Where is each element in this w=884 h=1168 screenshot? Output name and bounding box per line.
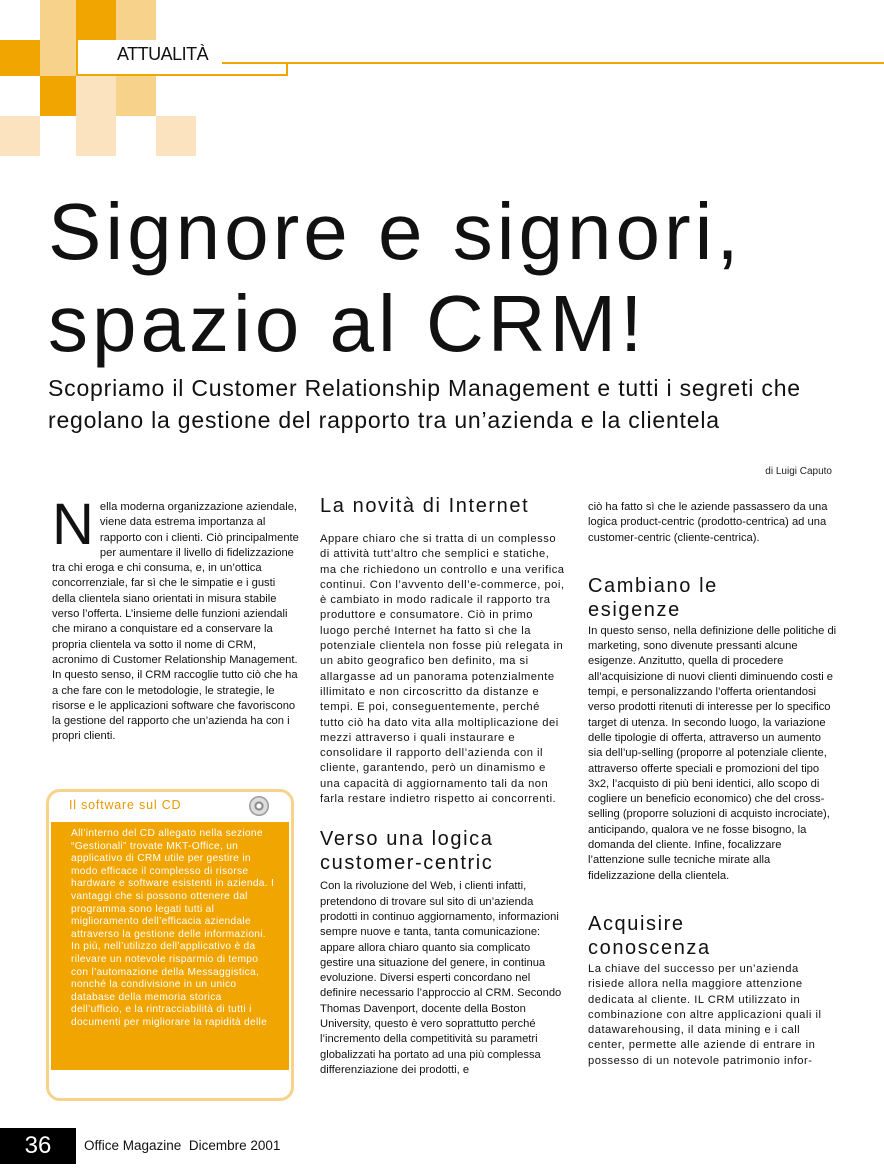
section-paragraph: La chiave del successo per un’azienda risiede allora nella maggiore attenzione dedicata al cliente. IL CRM utilizzato in combinazione con altre applicazioni quali il datawarehousing, il data mining e i call center, permette alle aziende di entrare in possesso di un notevole patrimonio infor- [588, 962, 822, 1067]
section-label: ATTUALITÀ [117, 44, 209, 64]
decor-square [40, 0, 76, 40]
section-heading: Cambiano le esigenze [588, 574, 718, 621]
byline: di Luigi Caputo [765, 466, 832, 477]
decor-square [0, 116, 40, 156]
decor-square [76, 76, 116, 116]
section-paragraph: Con la rivoluzione del Web, i clienti infatti, pretendono di trovare sul sito di un’azienda prodotti in continuo aggiornamento, informazioni sempre nuove e tanta, tanta comunicazione: appare allora chiaro quanto sia complicato gestire una situazione del genere, in continua evoluzione. Diversi esperti concordano nel definire necessario l’approccio al CRM. Secondo Thomas Davenport, docente della Boston University, questo è vero soprattutto perché l’incremento della competitività su parametri globalizzati ha portato ad una più complessa differenziazione dei prodotti, e [320, 880, 562, 1076]
title-line-1: Signore e signori, [48, 187, 743, 276]
page-number: 36 [0, 1128, 76, 1164]
header-rule [222, 62, 884, 64]
decor-square [116, 76, 156, 116]
article-title [48, 186, 868, 370]
decor-square [40, 76, 76, 116]
sidebar-body: All’interno del CD allegato nella sezione “Gestionali” trovate MKT-Office, un applicativo di CRM utile per gestire in modo efficace il complesso di risorse hardware e software esistenti in azienda. I vantaggi che si possono ottenere dal programma sono legati tutti al miglioramento dell’efficacia aziendale attraverso la gestione delle informazioni. In più, nell’utilizzo dell’applicativo è da rilevare un notevole risparmio di tempo con l’automazione della Messaggistica, nonché la condivisione in un unico database della memoria storica dell’ufficio, e la rintracciabilità di tutti i documenti per migliorare la rapidità delle [51, 822, 289, 1070]
section-heading: Verso una logica customer-centric [320, 828, 494, 875]
magazine-name: Office Magazine [84, 1138, 182, 1153]
decor-square [156, 116, 196, 156]
dropcap: N [52, 492, 94, 557]
sidebar-box [46, 789, 294, 1101]
section-paragraph: ciò ha fatto sì che le aziende passassero da una logica product-centric (prodotto-centrica) ad una customer-centric (cliente-centrica). [588, 501, 828, 544]
issue-date: Dicembre 2001 [188, 1138, 281, 1153]
decor-square [76, 0, 116, 40]
section-paragraph: In questo senso, nella definizione delle politiche di marketing, sono divenute pressanti alcune esigenze. Anzitutto, quella di procedere all’acquisizione di nuovi clienti diminuendo costi e tempi, e personalizzando l’offerta orientandosi verso prodotti ritenuti di interesse per lo specifico target di utenza. In secondo luogo, la variazione delle tipologie di offerta, attraverso un aumento sia dell’up-selling (proporre al potenziale cliente, attraverso offerte speciali e promozioni del tipo 3x2, l’acquisto di più beni identici, allo scopo di cogliere un beneficio economico) che del cross-selling (proporre soluzioni di acquisto incrociate), anticipando, qualora ve ne fosse bisogno, la domanda del cliente. Infine, focalizzare l’attenzione sulle tecniche mirate alla fidelizzazione della clientela. [588, 624, 837, 882]
cd-icon [249, 796, 269, 816]
column-left [52, 492, 300, 745]
section-paragraph: Appare chiaro che si tratta di un complesso di attività tutt’altro che semplici e statiche, ma che richiedono un controllo e una verifica continui. Con l’avvento dell’e-commerce, poi, è cambiato in modo radicale il rapporto tra produttore e consumatore. Ciò in primo luogo perché Internet ha fatto sì che la potenziale clientela non fosse più relegata in un abito geografico ben definito, ma si allargasse ad un panorama potenzialmente illimitato e non circoscritto da distanze e tempi. E poi, conseguentemente, perché tutto ciò ha dato vita alla moltiplicazione dei mezzi attraverso i quali instaurare e consolidare il rapporto dell’azienda con il cliente, garantendo, però un dinamismo e una capacità di aggiornamento tali da non farla restare indietro rispetto ai concorrenti. [320, 533, 565, 806]
section-heading: La novità di Internet [320, 495, 530, 517]
title-line-2: spazio al CRM! [48, 279, 647, 368]
decor-square [0, 40, 40, 76]
decor-square [40, 40, 76, 76]
column-right [588, 500, 838, 1069]
footer-publication [84, 1138, 280, 1153]
sidebar-title: Il software sul CD [69, 798, 182, 812]
article-subtitle: Scopriamo il Customer Relationship Management e tutti i segreti che regolano la gestione del rapporto tra un’azienda e la clientela [48, 375, 801, 433]
decor-square [76, 116, 116, 156]
column-middle [320, 494, 566, 1078]
intro-paragraph: ella moderna organizzazione aziendale, viene data estrema importanza al rapporto con i clienti. Ciò principalmente per aumentare il livello di fidelizzazione tra chi eroga e chi consuma, e, in un’ottica concorrenziale, far sì che le simpatie e i gusti della clientela siano orientati in misura stabile verso l’offerta. L’insieme delle funzioni aziendali che mirano a conquistare ed a conservare la propria clientela va sotto il nome di CRM, acronimo di Customer Relationship Management. In questo senso, il CRM raccoglie tutto ciò che ha a che fare con le metodologie, le strategie, le risorse e le applicazioni software che favoriscono la gestione del rapporto che un’azienda ha con i propri clienti. [52, 501, 299, 743]
section-heading: Acquisire conoscenza [588, 912, 711, 959]
decor-square [116, 0, 156, 40]
header-rule-tick [76, 64, 288, 76]
